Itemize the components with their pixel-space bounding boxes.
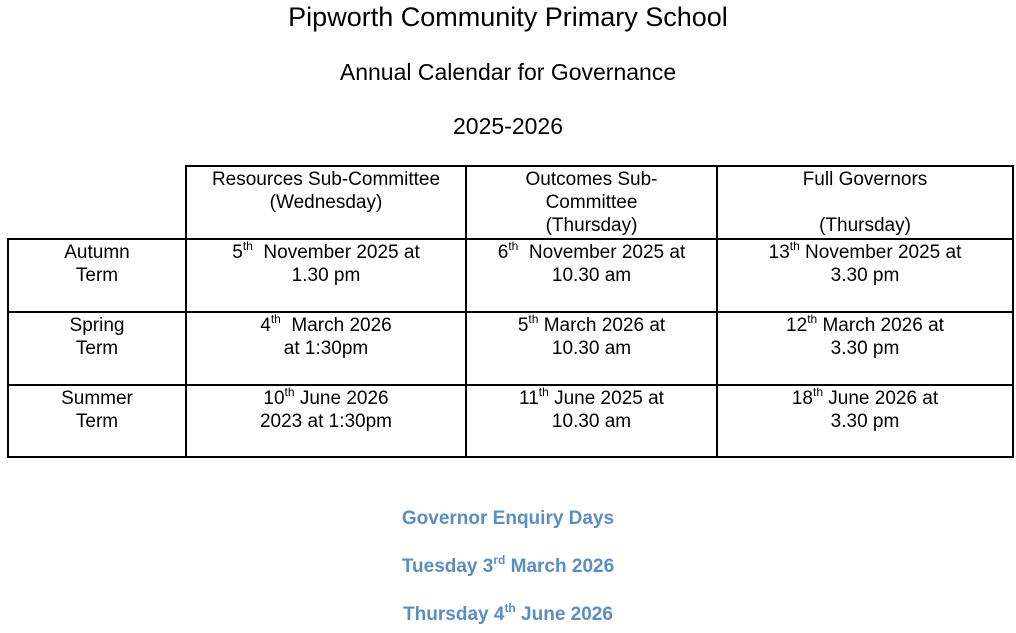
- date-day: 13: [768, 242, 790, 263]
- meeting-time: 10.30 am: [551, 265, 632, 286]
- enquiry-date-suffix: rd: [493, 552, 506, 567]
- date-day: 10: [263, 388, 285, 409]
- date-rest: November 2025 at: [799, 242, 962, 263]
- enquiry-date-rest: March 2026: [505, 556, 615, 577]
- enquiry-date-suffix: th: [504, 600, 516, 615]
- column-header-outcomes: [467, 167, 716, 238]
- date-day: 11: [519, 388, 539, 409]
- meeting-date: [467, 384, 716, 410]
- column-header-spacer: [718, 191, 1012, 214]
- column-header-line: Full Governors: [802, 169, 928, 190]
- date-day: 12: [786, 315, 808, 336]
- table-cell: [187, 240, 465, 311]
- date-rest: June 2026 at: [823, 388, 939, 409]
- date-rest: June 2026: [294, 388, 389, 409]
- term-label-spring: [9, 313, 185, 384]
- date-suffix: th: [789, 238, 800, 253]
- meeting-date: [187, 238, 465, 264]
- term-label-line: Summer: [61, 388, 133, 409]
- academic-year: 2025-2026: [453, 113, 563, 139]
- meeting-time: 2023 at 1:30pm: [259, 411, 393, 432]
- document-title: Annual Calendar for Governance: [339, 59, 677, 85]
- term-label-line: Autumn: [64, 242, 130, 263]
- meeting-time: 3.30 pm: [830, 411, 900, 432]
- table-cell: [467, 386, 716, 456]
- enquiry-days-heading: Governor Enquiry Days: [401, 508, 615, 529]
- table-cell: [187, 386, 465, 456]
- date-rest: March 2026 at: [817, 315, 944, 336]
- table-cell: [718, 313, 1012, 384]
- date-suffix: th: [812, 384, 823, 399]
- meeting-date: [187, 384, 465, 410]
- date-day: 5: [517, 315, 529, 336]
- date-rest: November 2025 at: [518, 242, 686, 263]
- meeting-time: 3.30 pm: [830, 338, 900, 359]
- meeting-date: [467, 238, 716, 264]
- table-border-bottom: [7, 456, 1014, 458]
- date-day: 18: [791, 388, 813, 409]
- column-header-line: (Wednesday): [269, 192, 383, 213]
- date-rest: June 2025 at: [548, 388, 664, 409]
- column-header-line: (Thursday): [545, 215, 638, 236]
- meeting-date: [718, 238, 1012, 264]
- date-day: 5: [232, 242, 243, 263]
- column-header-resources: [187, 167, 465, 238]
- table-border-right: [1012, 165, 1014, 458]
- date-suffix: th: [242, 238, 253, 253]
- term-label-line: Term: [75, 411, 119, 432]
- enquiry-date: [0, 600, 1016, 627]
- term-label-autumn: [9, 240, 185, 311]
- meeting-time: 1.30 pm: [291, 265, 361, 286]
- enquiry-date: [0, 552, 1016, 579]
- term-label-line: Term: [75, 338, 119, 359]
- date-suffix: th: [284, 384, 295, 399]
- date-rest: March 2026: [280, 315, 392, 336]
- date-suffix: th: [270, 311, 281, 326]
- table-cell: [467, 313, 716, 384]
- term-label-summer: [9, 386, 185, 456]
- meeting-date: [718, 311, 1012, 337]
- enquiry-date-prefix: Tuesday 3: [401, 556, 494, 577]
- date-day: 4: [260, 315, 271, 336]
- column-header-line: (Thursday): [819, 215, 911, 236]
- table-cell: [467, 240, 716, 311]
- meeting-time: at 1:30pm: [283, 338, 369, 359]
- meeting-time: 3.30 pm: [830, 265, 900, 286]
- column-header-line: Resources Sub-Committee: [211, 169, 441, 190]
- term-label-line: Spring: [69, 315, 125, 336]
- column-header-line: Committee: [545, 192, 638, 213]
- meeting-time: 10.30 am: [551, 338, 632, 359]
- term-label-line: Term: [75, 265, 119, 286]
- date-suffix: th: [508, 238, 519, 253]
- school-name: Pipworth Community Primary School: [288, 2, 728, 32]
- table-cell: [187, 313, 465, 384]
- meeting-date: [467, 311, 716, 337]
- column-header-line: Outcomes Sub-: [525, 169, 658, 190]
- date-day: 6: [497, 242, 509, 263]
- meeting-date: [187, 311, 465, 337]
- enquiry-date-prefix: Thursday 4: [403, 604, 505, 625]
- date-suffix: th: [528, 311, 539, 326]
- date-suffix: th: [807, 311, 818, 326]
- meeting-time: 10.30 am: [551, 411, 632, 432]
- date-rest: March 2026 at: [538, 315, 666, 336]
- table-cell: [718, 386, 1012, 456]
- date-rest: November 2025 at: [252, 242, 420, 263]
- meeting-date: [718, 384, 1012, 410]
- column-header-full-governors: [718, 167, 1012, 238]
- date-suffix: th: [538, 384, 549, 399]
- enquiry-date-rest: June 2026: [515, 604, 613, 625]
- table-cell: [718, 240, 1012, 311]
